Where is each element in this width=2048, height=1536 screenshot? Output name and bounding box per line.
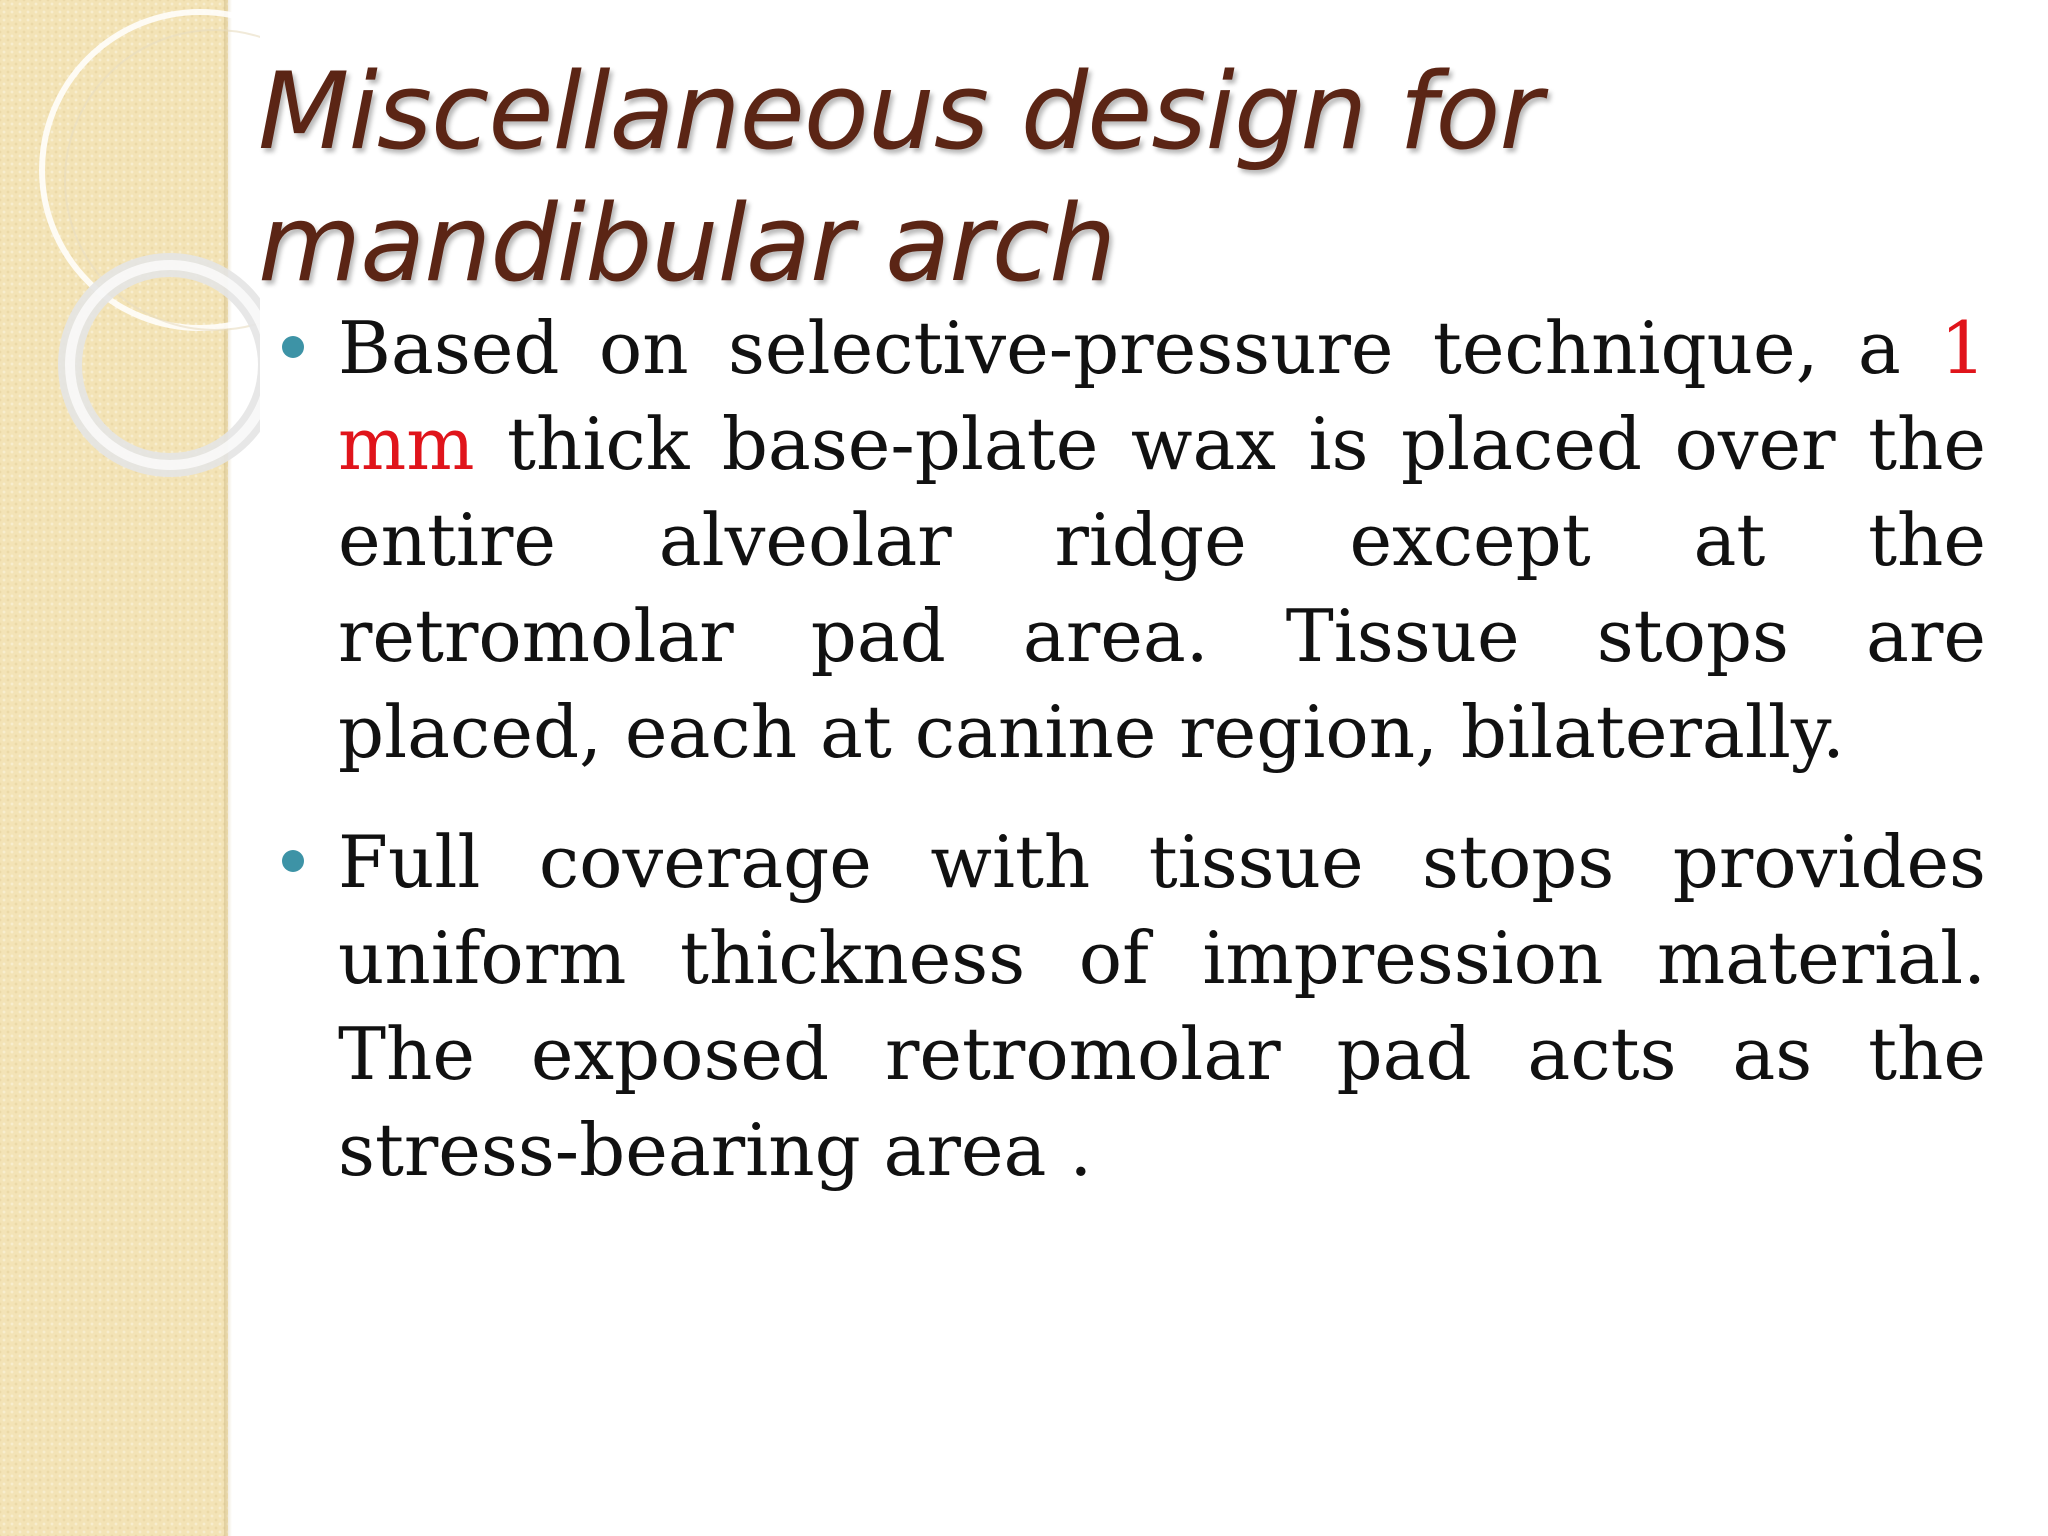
bullet-1-text-before: Based on selective-pressure technique, a <box>338 306 1941 390</box>
bullet-item-2 <box>270 814 1986 1198</box>
bullet-1-highlight: 1 mm <box>338 306 1986 486</box>
bullet-item-1 <box>270 300 1986 780</box>
bullet-dot-icon <box>282 336 304 358</box>
bullet-2-text: Full coverage with tissue stops provides uniform thickness of impression material. The exposed retromolar pad acts as the stress-bearing area . <box>338 820 1986 1192</box>
side-band <box>0 0 228 1536</box>
slide-title: Miscellaneous design for mandibular arch <box>258 50 1542 305</box>
bullet-dot-icon <box>282 850 304 872</box>
bullet-list <box>270 300 1986 1232</box>
side-band-edge <box>224 0 232 1536</box>
bullet-1-text-after: thick base-plate wax is placed over the entire alveolar ridge except at the retromolar pad area. Tissue stops are placed, each at canine region, bilaterally. <box>338 402 1986 774</box>
